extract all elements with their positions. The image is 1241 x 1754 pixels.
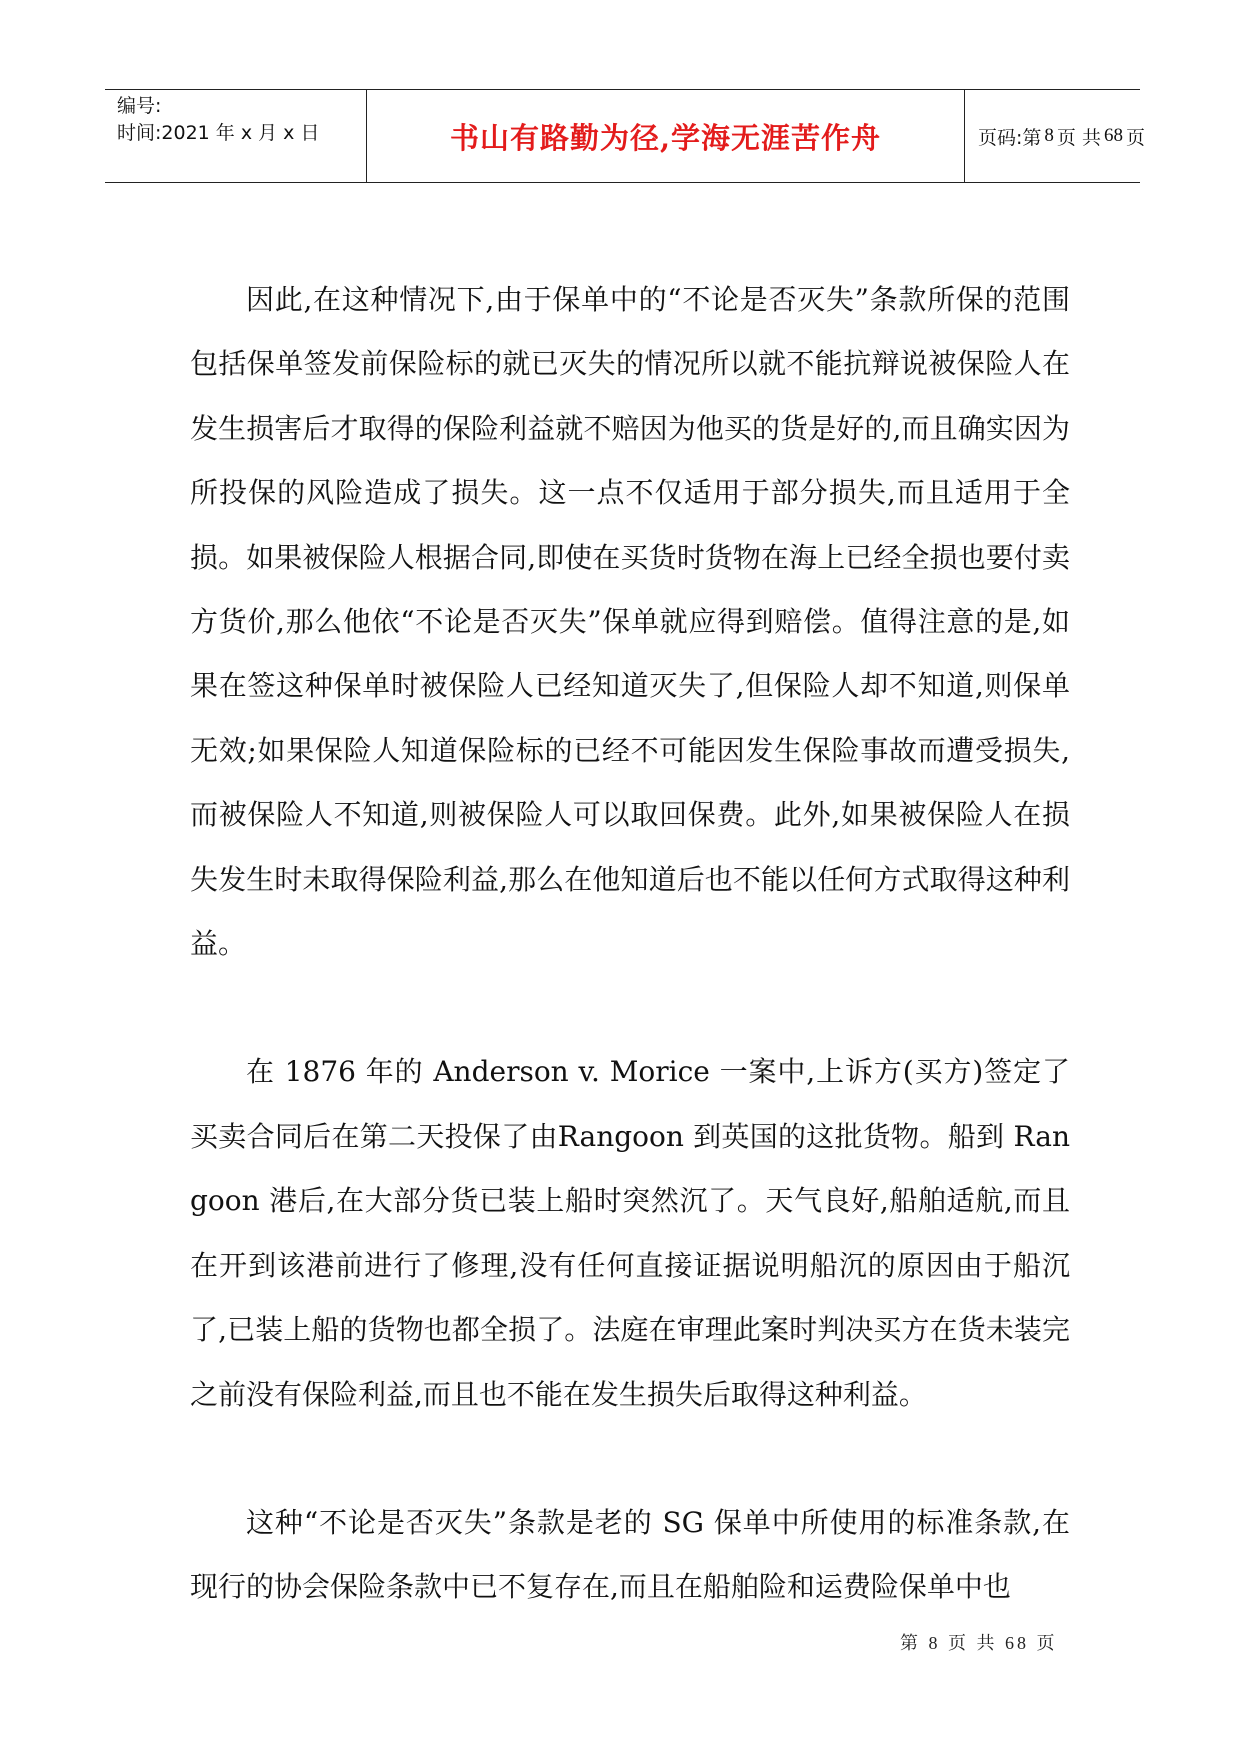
header-meta-cell: [105, 90, 367, 182]
document-body: [190, 268, 1070, 1620]
header-motto: 书山有路勤为径,学海无涯苦作舟: [449, 120, 882, 155]
header-page-cell: [965, 90, 1145, 182]
page-suffix: 页: [1125, 126, 1145, 149]
body-paragraph: 因此,在这种情况下,由于保单中的“不论是否灭失”条款所保的范围包括保单签发前保险标的就已灭失的情况所以就不能抗辩说被保险人在发生损害后才取得的保险利益就不赔因为他买的货是好的,而且确实因为所投保的风险造成了损失。这一点不仅适用于部分损失,而且适用于全损。如果被保险人根据合同,即使在买货时货物在海上已经全损也要付卖方货价,那么他依“不论是否灭失”保单就应得到赔偿。值得注意的是,如果在签这种保单时被保险人已经知道灭失了,但保险人却不知道,则保单无效;如果保险人知道保险标的已经不可能因发生保险事故而遭受损失,而被保险人不知道,则被保险人可以取回保费。此外,如果被保险人在损失发生时未取得保险利益,那么在他知道后也不能以任何方式取得这种利益。: [190, 283, 1070, 961]
document-number-label: 编号:: [117, 95, 162, 117]
header-motto-cell: [367, 90, 965, 182]
document-time-label: 时间:2021 年 x 月 x 日: [117, 122, 320, 144]
paragraph-gap: [190, 1427, 1070, 1491]
body-paragraph: 这种“不论是否灭失”条款是老的 SG 保单中所使用的标准条款,在现行的协会保险条款中已不复存在,而且在船舶险和运费险保单中也: [190, 1505, 1070, 1604]
page-current: 8: [1044, 125, 1054, 146]
page-footer: 第 8 页 共 68 页: [900, 1633, 1058, 1653]
document-header: [105, 89, 1145, 183]
page-prefix: 页码:第: [978, 126, 1042, 149]
page-total: 68: [1103, 125, 1123, 146]
page-middle: 页 共: [1056, 126, 1101, 149]
body-paragraph: 在 1876 年的 Anderson v. Morice 一案中,上诉方(买方)签定了买卖合同后在第二天投保了由Rangoon 到英国的这批货物。船到 Rangoon 港后,在大部分货已装上船时突然沉了。天气良好,船舶适航,而且在开到该港前进行了修理,没有任何直接证据说明船沉的原因由于船沉了,已装上船的货物也都全损了。法庭在审理此案时判决买方在货未装完之前没有保险利益,而且也不能在发生损失后取得这种利益。: [190, 1055, 1070, 1411]
paragraph-gap: [190, 976, 1070, 1040]
